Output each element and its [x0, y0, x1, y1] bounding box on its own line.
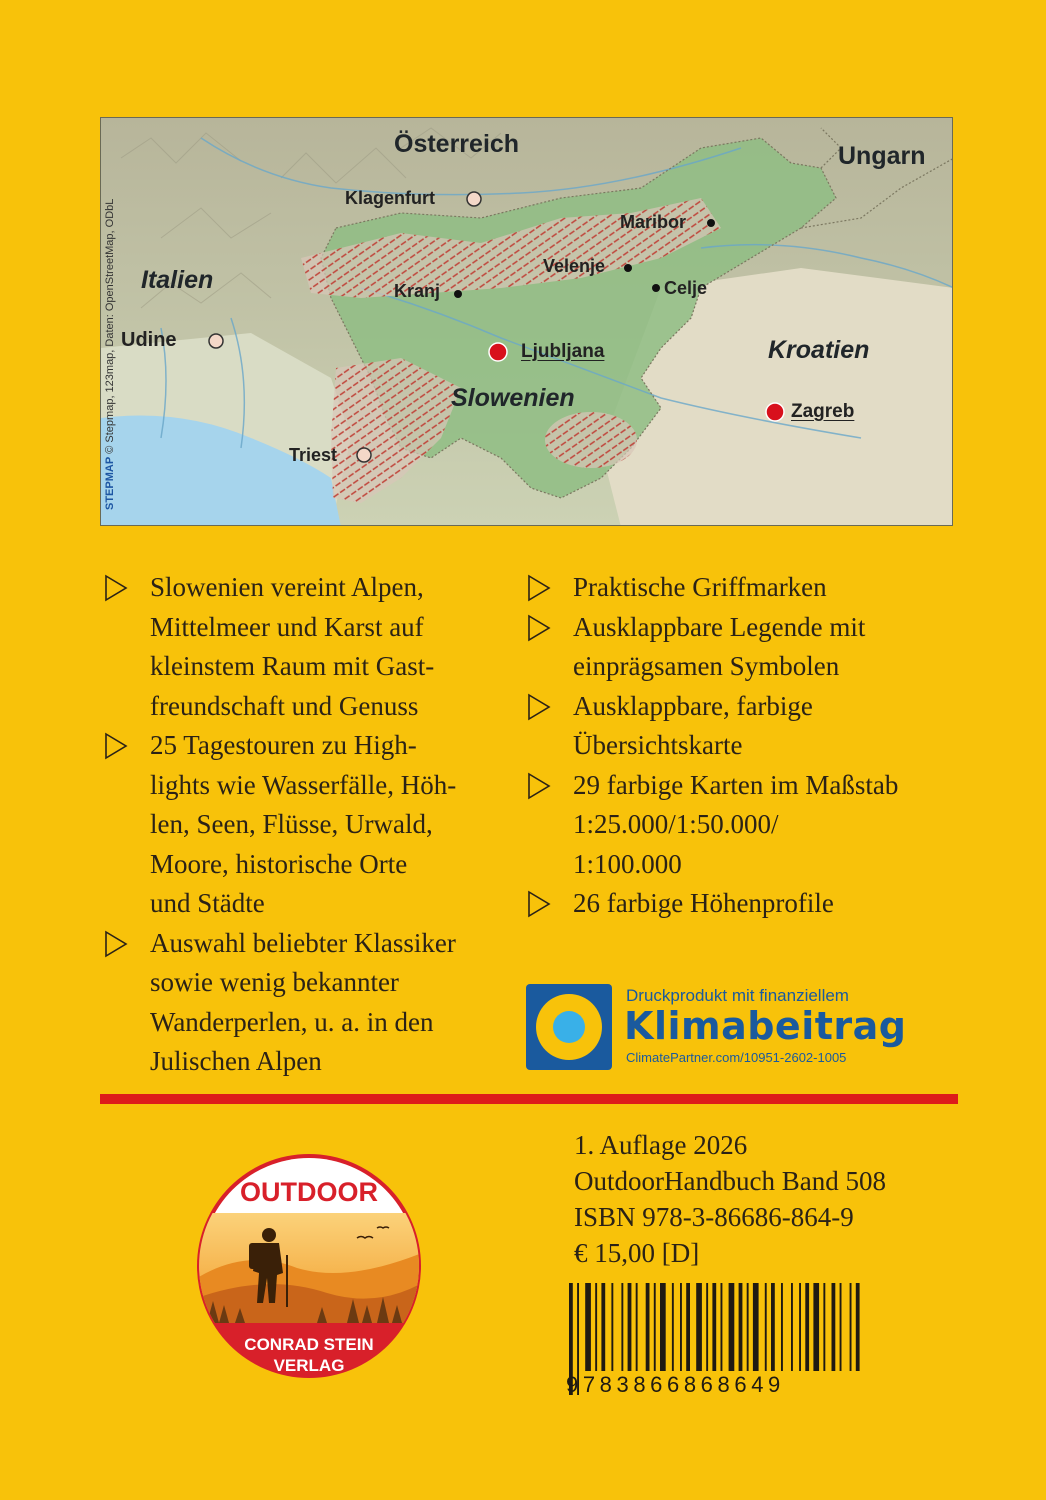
barcode-bar — [753, 1283, 759, 1371]
zagreb-marker — [766, 403, 784, 421]
barcode-bar — [739, 1283, 743, 1371]
overview-map — [100, 117, 953, 526]
bullet-line: len, Seen, Flüsse, Urwald, — [150, 809, 433, 839]
barcode-bar — [686, 1283, 690, 1371]
price: € 15,00 [D] — [574, 1238, 700, 1268]
feature-left-item — [100, 568, 500, 726]
barcode-bar — [721, 1283, 723, 1371]
barcode-bar — [706, 1283, 708, 1371]
barcode-bar — [799, 1283, 801, 1371]
barcode-bar — [628, 1283, 632, 1371]
triest-marker — [357, 448, 371, 462]
triangle-bullet-icon — [527, 693, 551, 721]
label-maribor: Maribor — [620, 212, 687, 232]
celje-marker — [652, 284, 660, 292]
barcode-bar — [611, 1283, 613, 1371]
feature-right-item — [523, 568, 963, 608]
bullet-line: Ausklappbare Legende mit — [573, 611, 866, 642]
label-celje: Celje — [664, 278, 708, 298]
triangle-bullet-icon — [527, 890, 551, 918]
edition: 1. Auflage 2026 — [574, 1130, 748, 1160]
bullet-line: einprägsamen Symbolen — [573, 651, 840, 681]
label-ljubljana: Ljubljana — [521, 341, 605, 362]
bullet-line: lights wie Wasserfälle, Höh- — [150, 769, 457, 800]
triangle-bullet-icon — [527, 772, 551, 800]
barcode-bar — [636, 1283, 638, 1371]
triangle-bullet-icon — [104, 574, 128, 602]
barcode-bar — [765, 1283, 767, 1371]
feature-list-left — [100, 568, 500, 1082]
label-austria: Österreich — [394, 130, 520, 158]
triangle-bullet-icon — [104, 732, 128, 760]
barcode-bar — [805, 1283, 809, 1371]
triangle-bullet-icon — [527, 614, 551, 642]
bullet-line: Julischen Alpen — [150, 1046, 322, 1076]
bullet-line: und Städte — [150, 888, 265, 918]
label-kranj: Kranj — [394, 281, 441, 301]
barcode-bar — [729, 1283, 735, 1371]
barcode-bar — [696, 1283, 702, 1371]
outdoor-publisher-badge — [197, 1143, 422, 1390]
feature-list-right — [523, 568, 963, 924]
udine-marker — [209, 334, 223, 348]
barcode-bar — [840, 1283, 842, 1371]
barcode-bar — [621, 1283, 623, 1371]
label-klagenfurt: Klagenfurt — [345, 188, 435, 208]
barcode-bar — [856, 1283, 860, 1371]
ljubljana-marker — [489, 343, 507, 361]
map-credit — [104, 199, 116, 510]
klima-url: ClimatePartner.com/10951-2602-1005 — [626, 1050, 847, 1065]
badge-outdoor-text: OUTDOOR — [240, 1177, 378, 1207]
bullet-line: kleinstem Raum mit Gast- — [150, 651, 435, 681]
label-hungary: Ungarn — [838, 142, 926, 170]
barcode-bar — [660, 1283, 666, 1371]
barcode-bar — [813, 1283, 819, 1371]
feature-right-item — [523, 608, 963, 687]
bullet-line: 1:100.000 — [573, 848, 682, 879]
barcode-bar — [601, 1283, 605, 1371]
label-zagreb: Zagreb — [791, 401, 855, 422]
bullet-line: 25 Tagestouren zu High- — [150, 730, 417, 760]
barcode-bar — [672, 1283, 674, 1371]
bullet-line: Praktische Griffmarken — [573, 572, 827, 602]
klima-title: Klimabeitrag — [624, 1004, 907, 1048]
feature-right-item — [523, 766, 963, 885]
bullet-line: Wanderperlen, u. a. in den — [150, 1006, 434, 1037]
triangle-bullet-icon — [527, 574, 551, 602]
barcode-bar — [823, 1283, 825, 1371]
bullet-line: Moore, historische Orte — [150, 848, 408, 879]
bullet-line: Mittelmeer und Karst auf — [150, 611, 424, 642]
bullet-line: 26 farbige Höhenprofile — [573, 888, 834, 918]
klima-top-text: Druckprodukt mit finanziellem — [626, 986, 849, 1005]
barcode-bar — [791, 1283, 793, 1371]
map-credit-text: © Stepmap, 123map, Daten: OpenStreetMap, ODbL — [104, 198, 116, 454]
label-italy: Italien — [141, 266, 214, 294]
feature-left-item — [100, 924, 500, 1082]
label-udine: Udine — [121, 329, 177, 351]
barcode-bar — [850, 1283, 852, 1371]
isbn: ISBN 978-3-86686-864-9 — [574, 1202, 854, 1232]
barcode-bar — [747, 1283, 749, 1371]
barcode-bar — [680, 1283, 682, 1371]
stepmap-brand: STEPMAP — [104, 456, 116, 510]
barcode-bar — [585, 1283, 591, 1371]
bullet-line: 29 farbige Karten im Maßstab — [573, 769, 899, 800]
barcode-bar — [781, 1283, 783, 1371]
badge-publisher-line1: CONRAD STEIN — [244, 1335, 374, 1354]
series: OutdoorHandbuch Band 508 — [574, 1166, 886, 1196]
barcode-bar — [712, 1283, 716, 1371]
label-triest: Triest — [289, 445, 338, 465]
barcode-bar — [832, 1283, 836, 1371]
velenje-marker — [624, 264, 632, 272]
kranj-marker — [454, 290, 462, 298]
bullet-line: Ausklappbare, farbige — [573, 690, 813, 721]
label-croatia: Kroatien — [768, 336, 870, 364]
maribor-marker — [707, 219, 715, 227]
climate-partner-label — [526, 984, 956, 1070]
triangle-bullet-icon — [104, 930, 128, 958]
book-info — [574, 1127, 886, 1271]
barcode-bar — [595, 1283, 597, 1371]
feature-right-item — [523, 884, 963, 924]
feature-right-item — [523, 687, 963, 766]
climate-partner-logo — [526, 984, 612, 1070]
bullet-line: freundschaft und Genuss — [150, 690, 419, 721]
barcode-bar — [654, 1283, 656, 1371]
klagenfurt-marker — [467, 192, 481, 206]
bullet-line: sowie wenig bekannter — [150, 967, 399, 997]
badge-publisher-line2: VERLAG — [273, 1356, 345, 1375]
label-slovenia: Slowenien — [451, 384, 575, 412]
feature-left-item — [100, 726, 500, 924]
bullet-line: Auswahl beliebter Klassiker — [150, 927, 456, 958]
barcode-number: 9783866868649 — [566, 1372, 785, 1397]
label-velenje: Velenje — [543, 256, 606, 276]
bullet-line: 1:25.000/1:50.000/ — [573, 809, 779, 839]
barcode-bar — [646, 1283, 650, 1371]
map-graphic — [101, 118, 953, 526]
red-divider — [100, 1094, 958, 1104]
bullet-line: Slowenien vereint Alpen, — [150, 572, 424, 602]
barcode-bar — [771, 1283, 775, 1371]
bullet-line: Übersichtskarte — [573, 730, 743, 760]
